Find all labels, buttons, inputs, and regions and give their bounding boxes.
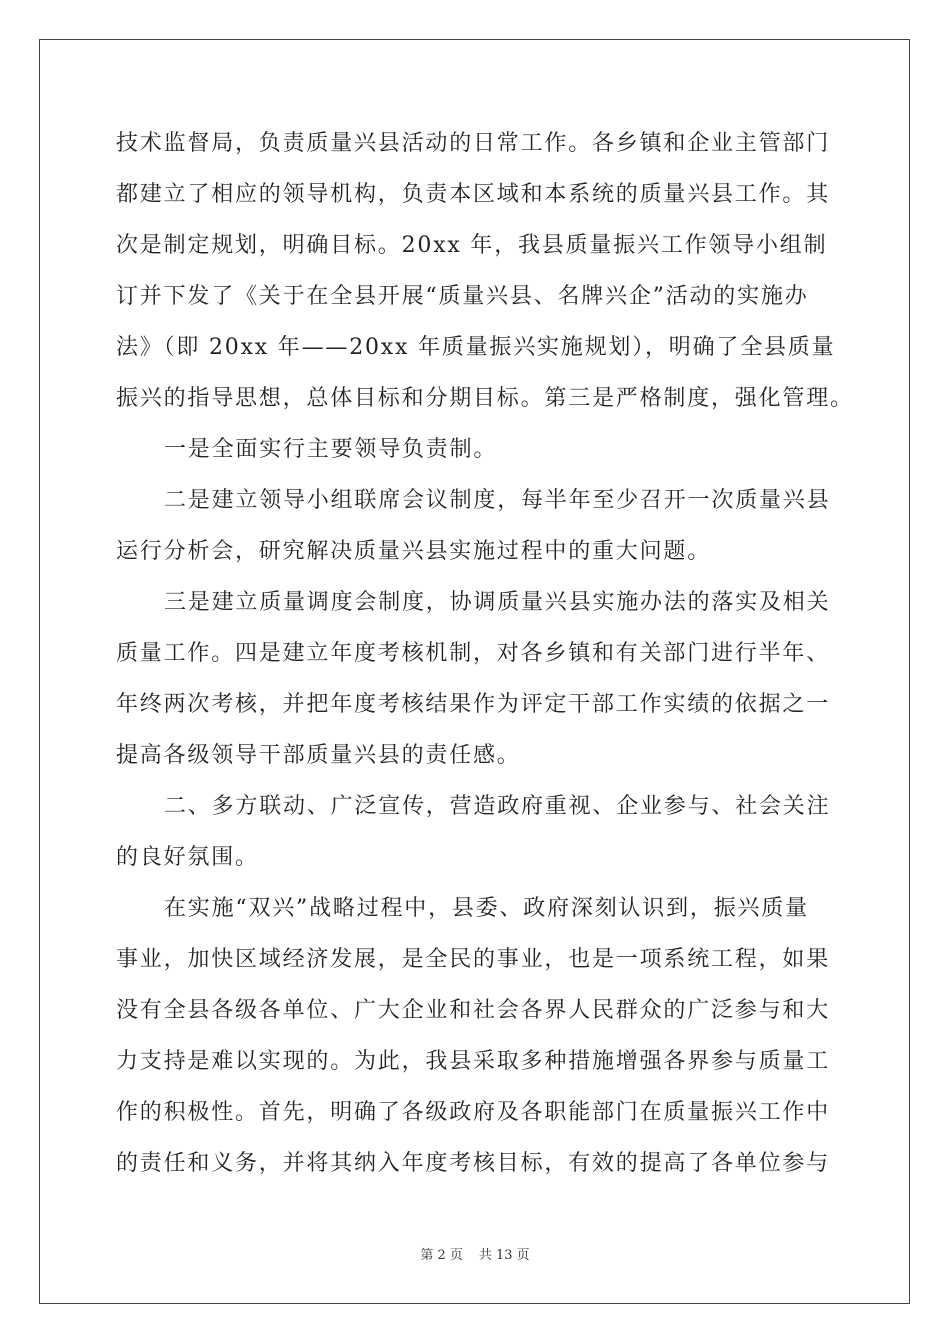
text-line: 没有全县各级各单位、广大企业和社会各界人民群众的广泛参与和大	[116, 998, 831, 1023]
text-line: 技术监督局，负责质量兴县活动的日常工作。各乡镇和企业主管部门	[116, 131, 831, 156]
text-line: 振兴的指导思想，总体目标和分期目标。第三是严格制度，强化管理。	[116, 386, 854, 411]
paragraph-start-line: 三是建立质量调度会制度，协调质量兴县实施办法的落实及相关	[164, 590, 831, 615]
text-line: 都建立了相应的领导机构，负责本区域和本系统的质量兴县工作。其	[116, 182, 831, 207]
section-heading-line: 二、多方联动、广泛宣传，营造政府重视、企业参与、社会关注	[164, 794, 831, 819]
text-line: 次是制定规划，明确目标。20xx 年，我县质量振兴工作领导小组制	[116, 233, 828, 258]
text-line: 年终两次考核，并把年度考核结果作为评定干部工作实绩的依据之一	[116, 692, 831, 717]
page-number: 第 2 页	[420, 1248, 463, 1263]
text-line: 运行分析会，研究解决质量兴县实施过程中的重大问题。	[116, 539, 712, 564]
text-line: 作的积极性。首先，明确了各级政府及各职能部门在质量振兴工作中	[116, 1100, 831, 1125]
text-line: 提高各级领导干部质量兴县的责任感。	[116, 743, 521, 768]
page-footer	[0, 1247, 950, 1265]
text-line: 质量工作。四是建立年度考核机制，对各乡镇和有关部门进行半年、	[116, 641, 831, 666]
page-total: 共 13 页	[478, 1248, 530, 1263]
paragraph-start-line: 二是建立领导小组联席会议制度，每半年至少召开一次质量兴县	[164, 488, 831, 513]
text-line: 的责任和义务，并将其纳入年度考核目标，有效的提高了各单位参与	[116, 1151, 831, 1176]
text-line: 法》（即 20xx 年——20xx 年质量振兴实施规划），明确了全县质量	[116, 335, 836, 360]
text-line: 事业，加快区域经济发展，是全民的事业，也是一项系统工程，如果	[116, 947, 831, 972]
paragraph-start-line: 在实施“双兴”战略过程中，县委、政府深刻认识到，振兴质量	[164, 896, 809, 921]
section-heading-line: 的良好氛围。	[116, 845, 259, 870]
text-line: 订并下发了《关于在全县开展“质量兴县、名牌兴企”活动的实施办	[116, 284, 809, 309]
text-line: 力支持是难以实现的。为此，我县采取多种措施增强各界参与质量工	[116, 1049, 831, 1074]
paragraph-start-line: 一是全面实行主要领导负责制。	[164, 437, 498, 462]
